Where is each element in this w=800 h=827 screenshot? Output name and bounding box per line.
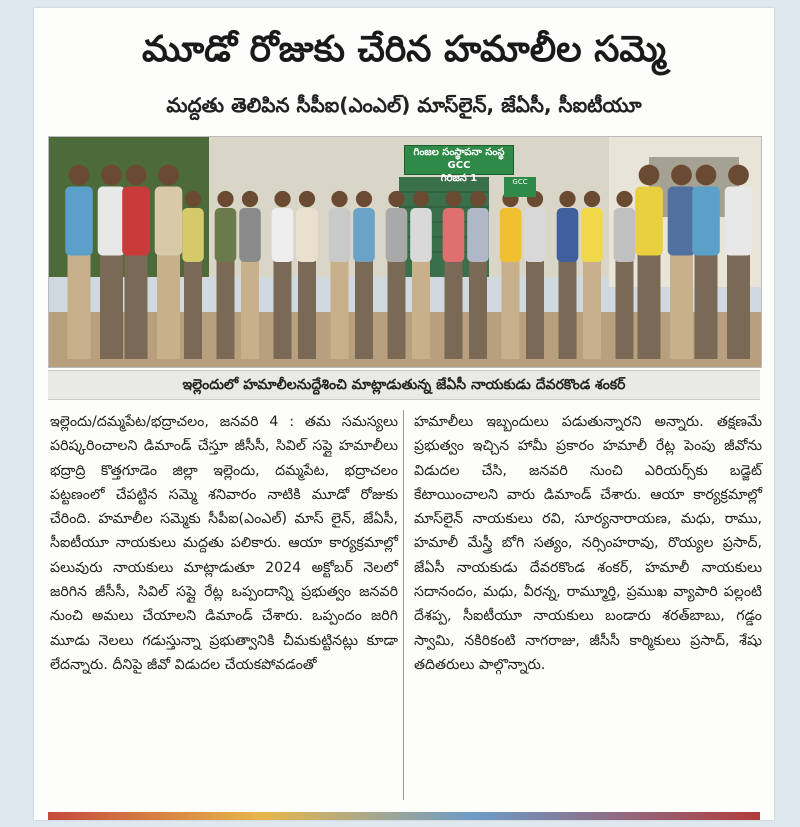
newspaper-clipping xyxy=(34,8,774,820)
column-divider xyxy=(403,410,404,800)
next-article-strip xyxy=(48,812,760,820)
person-figure xyxy=(296,191,318,359)
person-figure xyxy=(239,191,261,359)
small-sign: GCC xyxy=(504,177,536,197)
person-figure xyxy=(581,191,603,359)
article-column-left xyxy=(50,410,398,677)
building-sign xyxy=(404,145,514,184)
person-figure xyxy=(692,165,720,359)
person-figure xyxy=(467,191,489,359)
person-figure xyxy=(635,165,663,359)
person-figure xyxy=(725,165,753,359)
person-figure xyxy=(122,165,150,359)
person-figure xyxy=(668,165,696,359)
person-figure xyxy=(614,191,636,359)
column-right-text: హమాలీలు ఇబ్బందులు పడుతున్నారని అన్నారు. తక్షణమే ప్రభుత్వం ఇచ్చిన హామీ ప్రకారం హమాలీ రేట్ల పెంపు జీవోను విడుదల చేసి, జనవరి నుంచి ఎరియర్స్‌కు బడ్జెట్ కేటాయించాలని వారు డిమాండ్ చేశారు. ఆయా కార్యక్రమాల్లో మాస్‌లైన్ నాయకులు రవి, సూర్యనారాయణ, మధు, రాము, హమాలీ మేస్త్రీ బోగి సత్యం, నర్సింహరావు, రొయ్యల ప్రసాద్, జేఏసీ నాయకుడు దేవరకొండ శంకర్, హమాలీ నాయకులు సదానందం, మధు, వీరన్న, రామ్మూర్తి, ప్రముఖ వ్యాపారి పల్లంటి దేశప్ప, సీఐటీయూ నాయకులు బండారు శరత్‌బాబు, గడ్డం స్వామి, నకిరికంటి నాగరాజు, జీసీసీ కార్మికులు ప్రసాద్, శేషు తదితరులు పాల్గొన్నారు. xyxy=(414,414,762,673)
person-figure xyxy=(524,191,546,359)
person-figure xyxy=(272,191,294,359)
person-figure xyxy=(215,191,237,359)
photo-caption: ఇల్లెందులో హమాలీలనుద్దేశించి మాట్లాడుతున్న జేఏసీ నాయకుడు దేవరకొండ శంకర్ xyxy=(48,370,760,400)
sign-subtext: గిరిజన 1 xyxy=(440,173,478,184)
person-figure xyxy=(329,191,351,359)
subheadline: మద్దతు తెలిపిన సీపీఐ(ఎంఎల్) మాస్‌లైన్, జేఏసీ, సీఐటీయూ xyxy=(166,93,642,117)
person-figure xyxy=(182,191,204,359)
article-column-right xyxy=(414,410,762,677)
sign-text: గింజల సంస్థాపనా సంస్థ GCC xyxy=(413,147,505,171)
person-figure xyxy=(353,191,375,359)
person-figure xyxy=(386,191,408,359)
person-figure xyxy=(98,165,126,359)
person-figure xyxy=(155,165,183,359)
person-figure xyxy=(65,165,93,359)
person-figure xyxy=(557,191,579,359)
news-photo xyxy=(48,136,762,368)
person-figure xyxy=(443,191,465,359)
column-left-text: ఇల్లెందు/దమ్మపేట/భద్రాచలం, జనవరి 4 : తమ సమస్యలు పరిష్కరించాలని డిమాండ్ చేస్తూ జీసీసీ, సివిల్ సప్లై హమాలీలు భద్రాద్రి కొత్తగూడెం జిల్లా ఇల్లెందు, దమ్మపేట, భద్రాచలం పట్టణంలో చేపట్టిన సమ్మె శనివారం నాటికి మూడో రోజుకు చేరింది. హమాలీల సమ్మెకు సీపీఐ(ఎంఎల్) మాస్ లైన్, జేఏసీ, సీఐటీయూ నాయకులు మద్దతు పలికారు. ఆయా కార్యక్రమాల్లో పలువురు నాయకులు మాట్లాడుతూ 2024 అక్టోబర్ నెలలో జరిగిన జీసీసీ, సివిల్ సప్లై రేట్ల ఒప్పందాన్ని ప్రభుత్వం జనవరి నుంచి అమలు చేయాలని డిమాండ్ చేశారు. ఒప్పందం జరిగి మూడు నెలలు గడుస్తున్నా ప్రభుత్వానికి చీమకుట్టినట్లు కూడా లేదన్నారు. దీనిపై జీవో విడుదల చేయకపోవడంతో xyxy=(50,414,398,673)
person-figure xyxy=(410,191,432,359)
person-figure xyxy=(500,191,522,359)
headline: మూడో రోజుకు చేరిన హమాలీల సమ్మె xyxy=(142,29,666,70)
